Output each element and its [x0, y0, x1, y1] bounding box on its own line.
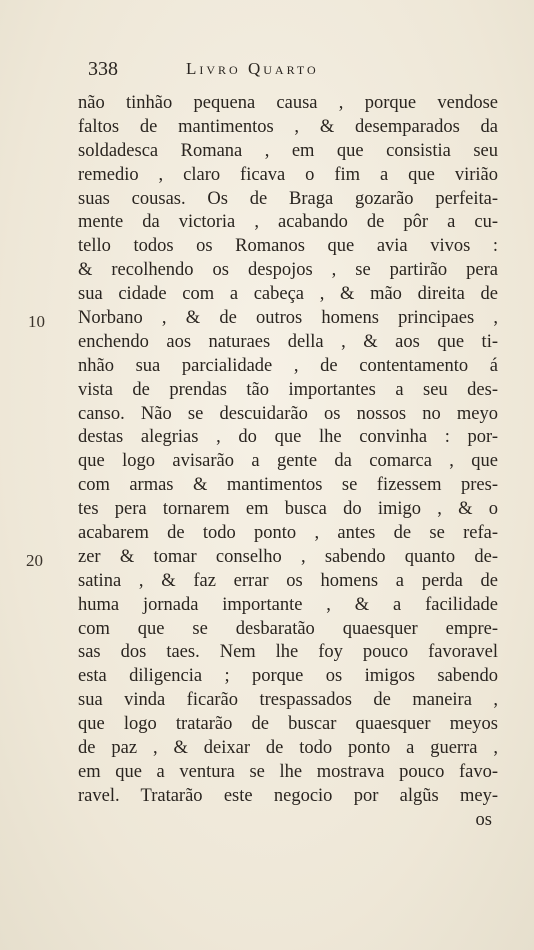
text-line: com que se desbaratão quaesquer empre-	[78, 618, 498, 639]
text-line: sua vinda ficarão trespassados de maneira ,	[78, 690, 498, 711]
text-line: sas dos taes. Nem lhe foy pouco favoravel	[78, 642, 498, 663]
text-line: Norbano , & de outros homens principaes ,	[78, 308, 498, 329]
text-line: tello todos os Romanos que avia vivos :	[78, 236, 498, 257]
body-text	[78, 92, 498, 833]
text-line: suas cousas. Os de Braga gozarão perfeita-	[78, 188, 498, 209]
text-line: nhão sua parcialidade , de contentamento á	[78, 355, 498, 376]
text-line: destas alegrias , do que lhe convinha : por-	[78, 427, 498, 448]
text-line: vista de prendas tão importantes a seu des-	[78, 379, 498, 400]
text-line: huma jornada importante , & a facilidade	[78, 594, 498, 615]
line-number-marker: 10	[28, 312, 45, 331]
line-number-marker: 20	[26, 551, 43, 570]
page-header	[88, 58, 408, 86]
running-head: Livro Quarto	[186, 59, 319, 78]
text-line: sua cidade com a cabeça , & mão direita de	[78, 284, 498, 305]
catchword: os	[475, 809, 492, 830]
text-line: soldadesca Romana , em que consistia seu	[78, 140, 498, 161]
text-line: em que a ventura se lhe mostrava pouco favo-	[78, 761, 498, 782]
text-line: ravel. Tratarão este negocio por algũs mey-	[78, 785, 498, 806]
text-line: não tinhão pequena causa , porque vendose	[78, 93, 498, 113]
text-line: faltos de mantimentos , & desemparados da	[78, 116, 498, 137]
text-line: esta diligencia ; porque os imigos sabendo	[78, 666, 498, 687]
page-number: 338	[88, 58, 118, 80]
text-line: tes pera tornarem em busca do imigo , & o	[78, 499, 498, 520]
text-line: de paz , & deixar de todo ponto a guerra ,	[78, 738, 498, 759]
text-line: que logo avisarão a gente da comarca , que	[78, 451, 498, 472]
text-line: zer & tomar conselho , sabendo quanto de-	[78, 546, 498, 567]
text-line: remedio , claro ficava o fim a que virião	[78, 164, 498, 185]
text-line: acabarem de todo ponto , antes de se refa-	[78, 523, 498, 544]
text-line: satina , & faz errar os homens a perda de	[78, 570, 498, 591]
text-line: com armas & mantimentos se fizessem pres-	[78, 475, 498, 496]
text-line: mente da victoria , acabando de pôr a cu-	[78, 212, 498, 233]
text-line: canso. Não se descuidarão os nossos no meyo	[78, 403, 498, 424]
text-line: enchendo aos naturaes della , & aos que ti-	[78, 331, 498, 352]
text-line: & recolhendo os despojos , se partirão pera	[78, 260, 498, 281]
text-line: que logo tratarão de buscar quaesquer meyos	[78, 714, 498, 735]
